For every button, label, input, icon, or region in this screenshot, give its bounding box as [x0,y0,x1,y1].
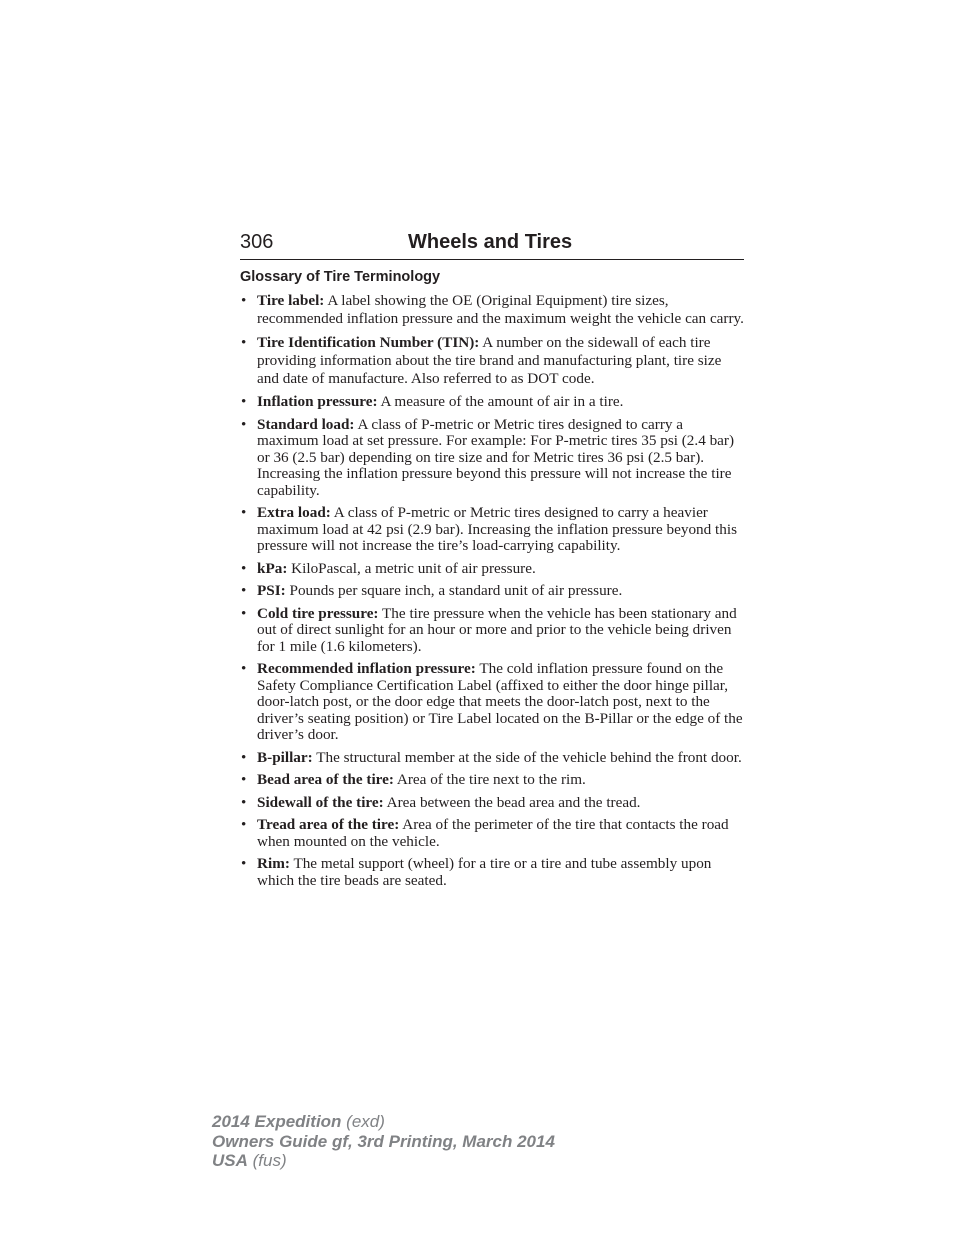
glossary-definition: The cold inflation pressure found on the Safety Compliance Certification Label (affixed to either the door hinge pillar, door-latch post, or the door edge that meets the door-latch post, next to the driver’s seating position) or Tire Label located on the B-Pillar or the edge of the driver’s door. [257,660,743,743]
page-header [240,228,744,260]
glossary-definition: The metal support (wheel) for a tire or a tire and tube assembly upon which the tire beads are seated. [257,855,712,889]
glossary-term: Extra load: [257,504,331,521]
glossary-item-psi [240,583,746,600]
glossary-item-bead-area [240,772,746,789]
glossary-definition: The structural member at the side of the vehicle behind the front door. [316,748,742,766]
glossary-item-rim [240,856,746,889]
glossary-definition: Area of the tire next to the rim. [396,771,586,788]
glossary-definition: A number on the sidewall of each tire providing information about the tire brand and manufacturing plant, tire size and date of manufacture. Also referred to as DOT code. [257,334,722,387]
glossary-term: B-pillar: [257,748,313,766]
bullet-icon: • [241,816,247,833]
footer-market: USA [212,1151,248,1170]
glossary-definition: A class of P-metric or Metric tires designed to carry a heavier maximum load at 42 psi (2.9 bar). Increasing the inflation pressure beyond this pressure will not increase the tire’s load-carrying capability. [257,504,737,554]
footer-model-code: (exd) [341,1112,385,1131]
glossary-definition: Pounds per square inch, a standard unit of air pressure. [289,582,623,599]
page-number: 306 [240,231,274,253]
bullet-icon: • [241,292,247,309]
bullet-icon: • [241,504,247,521]
glossary-term: Tread area of the tire: [257,816,400,833]
glossary-item-standard-load [240,417,746,500]
glossary-definition: A measure of the amount of air in a tire. [380,393,624,410]
glossary-term: kPa: [257,559,288,577]
bullet-icon: • [241,771,247,788]
footer-line-model [212,1112,555,1132]
footer-line-market [212,1151,555,1171]
bullet-icon: • [241,660,247,677]
glossary-definition: A label showing the OE (Original Equipment) tire sizes, recommended inflation pressure and the maximum weight the vehicle can carry. [257,292,744,327]
bullet-icon: • [241,855,247,872]
bullet-icon: • [241,604,247,622]
glossary-term: PSI: [257,582,286,599]
bullet-icon: • [241,559,247,577]
glossary-term: Rim: [257,855,290,872]
glossary-item-cold-tire-pressure [240,606,746,656]
glossary-term: Sidewall of the tire: [257,793,384,811]
glossary-term: Recommended inflation pressure: [257,660,476,677]
glossary-term: Standard load: [257,415,355,433]
bullet-icon: • [241,748,247,766]
chapter-title: Wheels and Tires [408,231,573,253]
glossary-definition: KiloPascal, a metric unit of air pressure. [291,559,536,577]
footer-line-guide: Owners Guide gf, 3rd Printing, March 2014 [212,1131,555,1151]
glossary-definition: The tire pressure when the vehicle has been stationary and out of direct sunlight for an hour or more and prior to the vehicle being driven for 1 mile (1.6 kilometers). [257,604,737,655]
glossary-list [240,292,746,895]
glossary-item-sidewall [240,795,746,812]
glossary-term: Inflation pressure: [257,393,378,410]
glossary-term: Cold tire pressure: [257,604,379,622]
bullet-icon: • [241,582,247,599]
glossary-item-tire-label [240,292,746,328]
glossary-term: Tire Identification Number (TIN): [257,334,480,351]
glossary-item-kpa [240,561,746,578]
glossary-term: Bead area of the tire: [257,771,394,788]
page-footer [212,1112,555,1171]
glossary-item-tread-area [240,817,746,850]
glossary-item-extra-load [240,505,746,555]
footer-market-code: (fus) [247,1151,287,1170]
glossary-definition: Area of the perimeter of the tire that contacts the road when mounted on the vehicle. [257,816,729,850]
bullet-icon: • [241,793,247,811]
bullet-icon: • [241,334,247,351]
bullet-icon: • [241,393,247,410]
glossary-item-inflation-pressure [240,394,746,411]
glossary-term: Tire label: [257,292,325,309]
footer-model: 2014 Expedition [212,1112,342,1131]
section-title: Glossary of Tire Terminology [240,269,441,285]
glossary-item-b-pillar [240,750,746,767]
glossary-definition: Area between the bead area and the tread. [386,793,641,811]
bullet-icon: • [241,415,247,433]
glossary-item-tin [240,334,746,388]
glossary-definition: A class of P-metric or Metric tires designed to carry a maximum load at set pressure. For example: For P-metric tires 35 psi (2.4 bar) or 36 (2.5 bar) depending on tire size and for Metric tires 36 psi (2.5 bar). Increasing the inflation pressure beyond this pressure will not increase the tire capability. [257,415,735,499]
glossary-item-recommended-inflation-pressure [240,661,746,744]
